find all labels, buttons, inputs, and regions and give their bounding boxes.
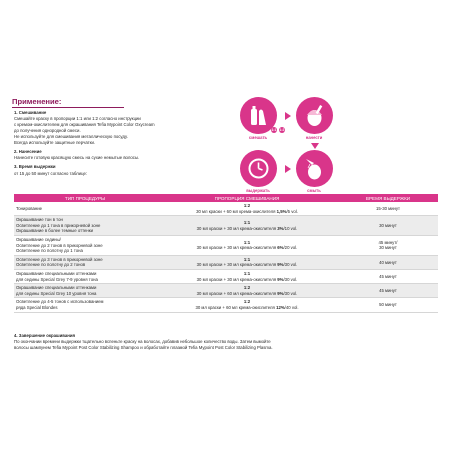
ratio-cell: 1:2 30 мл краски + 60 мл крема-окислителя 1,5%/5 vol. xyxy=(156,202,338,216)
time-cell: 15-30 минут xyxy=(338,202,438,216)
arrow-right-icon xyxy=(285,112,291,120)
apply-step-icon xyxy=(296,97,333,134)
table-row xyxy=(14,269,438,283)
mix-step-label: смешать xyxy=(248,135,268,140)
time-title: 3. Время выдержки xyxy=(14,164,56,169)
exposure-time-table xyxy=(14,194,438,313)
procedure-cell: Тонирование xyxy=(14,202,156,216)
ratio-cell: 1:1 30 мл краски + 30 мл крема-окислителя 3%/10 vol. xyxy=(156,216,338,236)
head-brush-icon xyxy=(296,97,333,134)
table-row xyxy=(14,298,438,312)
procedure-cell: Окрашивание седины/ Осветление до 2 тонов в прикорневой зоне Осветление по полотну до 1 тона xyxy=(14,235,156,255)
heading-text: Применение: xyxy=(12,97,62,106)
rinse-step-icon xyxy=(296,150,333,187)
arrow-down-icon xyxy=(311,143,319,149)
table-header-row xyxy=(14,194,438,202)
time-cell: 45 минут/ 30 минут xyxy=(338,235,438,255)
column-header-procedure: ТИП ПРОЦЕДУРЫ xyxy=(14,194,156,202)
ratio-cell: 1:1 30 мл краски + 30 мл крема-окислителя 9%/30 vol. xyxy=(156,255,338,269)
ratio-cell: 1:2 30 мл краски + 60 мл крема-окислителя 12%/40 vol. xyxy=(156,298,338,312)
table-row xyxy=(14,255,438,269)
wait-step-label: выдержать xyxy=(246,188,270,193)
heading-underline xyxy=(12,107,124,108)
table-row xyxy=(14,235,438,255)
table-row xyxy=(14,284,438,298)
time-cell: 30 минут xyxy=(338,216,438,236)
apply-title: 2. Нанесение xyxy=(14,149,42,154)
procedure-cell: Окрашивание специальными оттенками для седины Special Grey 10 уровня тона xyxy=(14,284,156,298)
mixing-line: Смешайте краску в пропорции 1:1 или 1:2 согласно инструкции xyxy=(14,116,141,121)
procedure-cell: Осветление до 3 тонов в прикорневой зоне Осветление по полотну до 2 тонов xyxy=(14,255,156,269)
ratio-cell: 1:1 30 мл краски + 30 мл крема-окислителя 6%/20 vol. xyxy=(156,235,338,255)
column-header-ratio: ПРОПОРЦИЯ СМЕШИВАНИЯ xyxy=(156,194,338,202)
ratio-badge: 1:1 xyxy=(271,128,277,132)
clock-icon xyxy=(240,150,277,187)
finish-title: 4. Завершение окрашивания xyxy=(14,333,75,338)
mixing-line: Всегда используйте защитные перчатки. xyxy=(14,140,96,145)
procedure-cell: Окрашивание тон в тон Осветление до 1 тона в прикорневой зоне Окрашивание в более темные оттенки xyxy=(14,216,156,236)
finish-line: По окончании времени выдержки тщательно вспеньте краску на волосах, добавив небольшое количество воды. Затем вымойте xyxy=(14,339,271,344)
time-cell: 45 минут xyxy=(338,269,438,283)
procedure-cell: Окрашивание специальными оттенками для седины Special Grey 7-9 уровня тона xyxy=(14,269,156,283)
time-cell: 50 минут xyxy=(338,298,438,312)
apply-line: Нанесите готовую красящую смесь на сухие немытые волосы. xyxy=(14,155,140,160)
ratio-cell: 1:1 30 мл краски + 30 мл крема-окислителя 9%/30 vol. xyxy=(156,269,338,283)
procedure-cell: Осветление до 4-5 тонов с использованием ряда Special Blondes xyxy=(14,298,156,312)
time-cell: 45 минут xyxy=(338,284,438,298)
column-header-time: ВРЕМЯ ВЫДЕРЖКИ xyxy=(338,194,438,202)
wait-step-icon xyxy=(240,150,277,187)
ratio-cell: 1:2 30 мл краски + 60 мл крема-окислителя 9%/30 vol. xyxy=(156,284,338,298)
finish-line: волосы шампунем Tefia Mypoint Post Color Stabilizing Shampoo и обработайте плазмой Tefia Mypoint Post Color Stabilizing Plasma. xyxy=(14,345,273,350)
table-row xyxy=(14,216,438,236)
mixing-line: до получения однородной смеси. xyxy=(14,128,81,133)
mixing-title: 1. Смешивание xyxy=(14,110,47,115)
section-heading xyxy=(12,97,61,106)
apply-step-label: нанести xyxy=(305,135,323,140)
ratio-badge: 1:2 xyxy=(279,128,285,132)
arrow-right-icon xyxy=(285,165,291,173)
table-row xyxy=(14,202,438,216)
mixing-line: с кремом-окислителем для окрашивания Tefia Mypoint Color Oxycream xyxy=(14,122,155,127)
rinse-step-label: смыть xyxy=(307,188,321,193)
time-line: от 15 до 50 минут согласно таблице: xyxy=(14,171,88,176)
shower-head-icon xyxy=(296,150,333,187)
time-cell: 40 минут xyxy=(338,255,438,269)
mixing-line: Не используйте для смешивания металлическую посуду. xyxy=(14,134,128,139)
